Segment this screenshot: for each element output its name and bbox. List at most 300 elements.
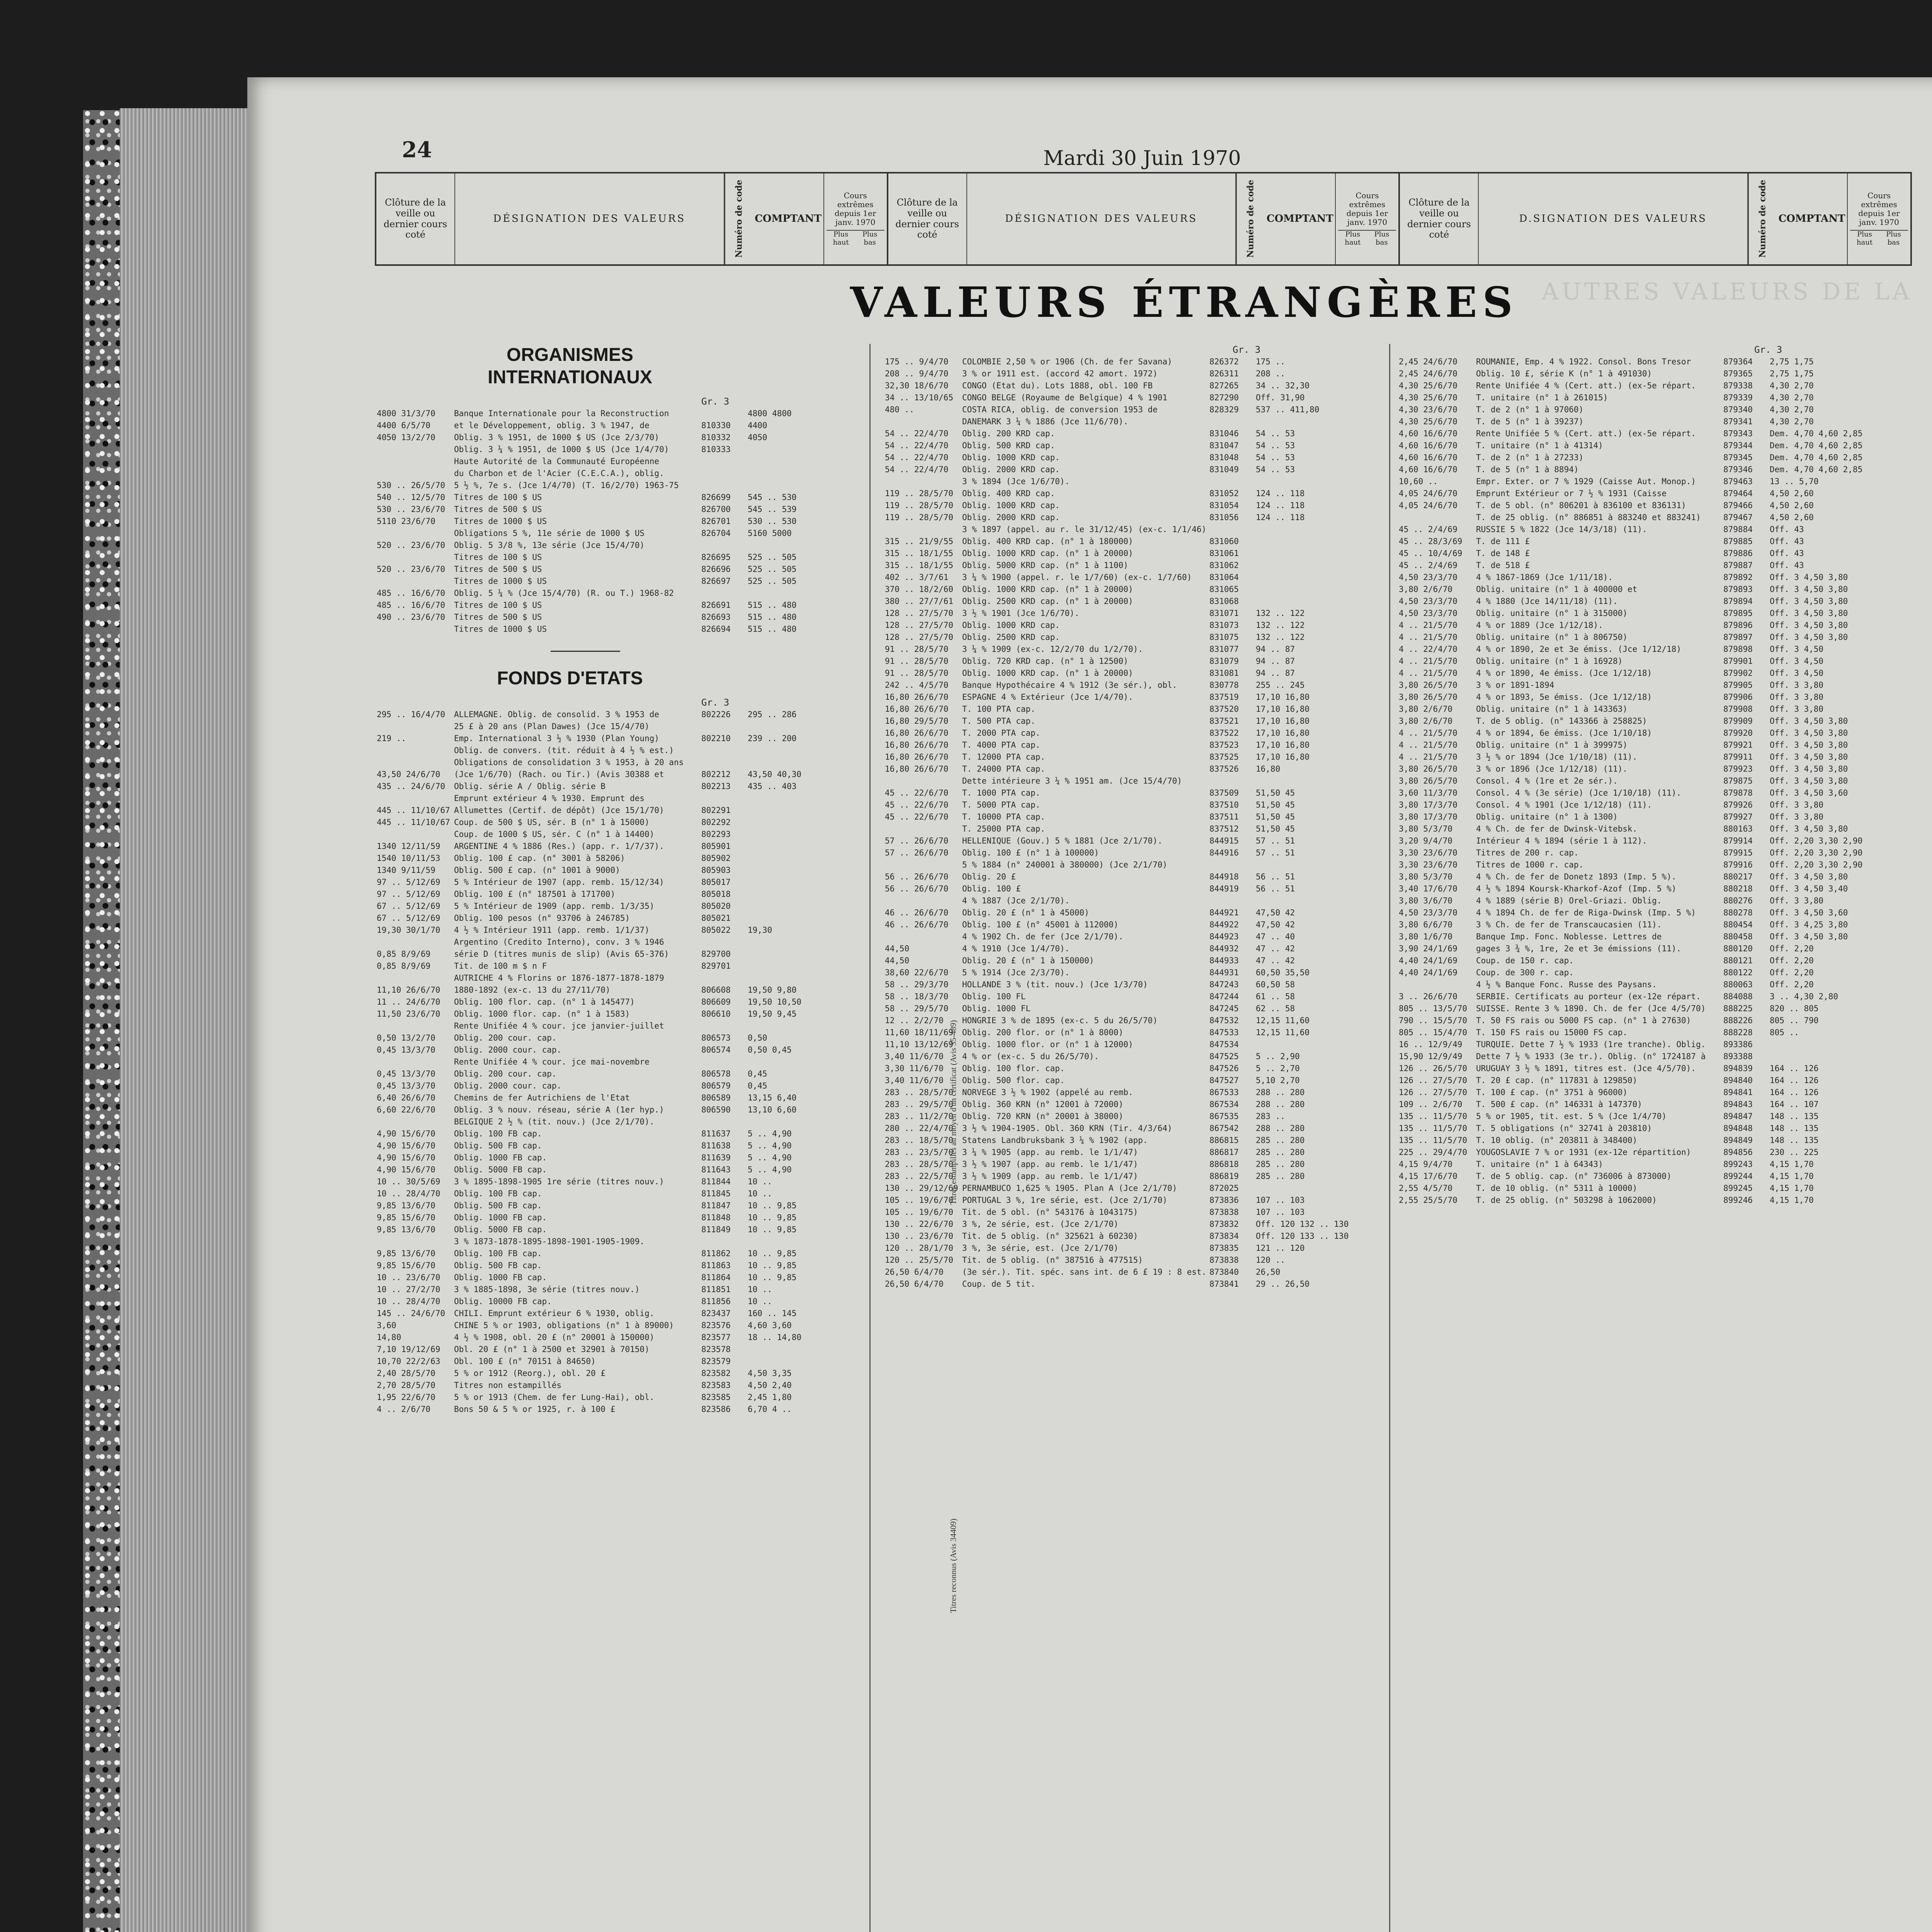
row-code: 879346 (1723, 465, 1753, 474)
row-cours: 5 .. 2,90 (1256, 1052, 1300, 1061)
row-close: 445 .. 11/10/67 (377, 818, 450, 827)
row-designation: T. 1000 PTA cap. (962, 788, 1041, 798)
listing-row (377, 420, 852, 432)
row-close: 3,30 23/6/70 (1399, 860, 1458, 869)
row-cours: Off. 2,20 3,30 2,90 (1770, 848, 1863, 857)
row-code: 879463 (1723, 477, 1753, 486)
row-close: 3,80 3/6/70 (1399, 896, 1453, 905)
row-close: 16,80 26/6/70 (885, 704, 949, 714)
row-designation: Titres de 100 $ US (454, 553, 542, 562)
row-code: 831071 (1209, 609, 1239, 618)
row-designation: ROUMANIE, Emp. 4 % 1922. Consol. Bons Tresor (1476, 357, 1691, 366)
listing-row (1399, 536, 1909, 548)
row-code: 873832 (1209, 1219, 1239, 1229)
row-code: 837521 (1209, 716, 1239, 726)
listing-row (1399, 907, 1909, 919)
row-code: 831047 (1209, 441, 1239, 450)
listing-row (377, 1044, 852, 1056)
row-code: 823579 (701, 1357, 731, 1366)
listing-row (377, 1296, 852, 1308)
row-designation: Oblig. 20 £ (n° 1 à 45000) (962, 908, 1089, 917)
row-designation: Titres de 1000 $ US (454, 577, 547, 586)
row-cours: Off. 3 3,80 (1770, 812, 1824, 821)
listing-row (1399, 967, 1909, 979)
listing-row (377, 984, 852, 996)
listing-row (1399, 655, 1909, 667)
row-code: 873838 (1209, 1208, 1239, 1217)
row-designation: Oblig. unitaire (n° 1 à 400000 et (1476, 585, 1638, 594)
row-code: 837520 (1209, 704, 1239, 714)
row-close: 283 .. 29/5/70 (885, 1100, 954, 1109)
row-code: 844918 (1209, 872, 1239, 881)
row-close: 16,80 26/6/70 (885, 692, 949, 702)
listing-row (885, 1242, 1383, 1254)
row-designation: 3 % or 1911 est. (accord 42 amort. 1972) (962, 369, 1158, 378)
row-designation: T. de 148 £ (1476, 549, 1530, 558)
row-code: 826372 (1209, 357, 1239, 366)
row-code: 837510 (1209, 800, 1239, 810)
row-close: 38,60 22/6/70 (885, 968, 949, 977)
row-cours: 164 .. 107 (1770, 1100, 1819, 1109)
row-close: 4,60 16/6/70 (1399, 465, 1458, 474)
row-designation: Oblig. 5000 FB cap. (454, 1225, 547, 1234)
row-code: 880120 (1723, 944, 1753, 953)
row-code: 879338 (1723, 381, 1753, 390)
listing-row (885, 775, 1383, 787)
listing-row (377, 1008, 852, 1020)
row-cours: 4,50 2,60 (1770, 501, 1814, 510)
row-cours: 47 .. 42 (1256, 956, 1295, 965)
listing-row (377, 432, 852, 444)
row-close: 54 .. 22/4/70 (885, 465, 949, 474)
row-close: 4,50 23/3/70 (1399, 908, 1458, 917)
row-designation: Oblig. unitaire (n° 1 à 143363) (1476, 704, 1628, 714)
row-cours: Off. 2,20 (1770, 968, 1814, 977)
row-designation: (Jce 1/6/70) (Rach. ou Tir.) (Avis 30388 et (454, 770, 664, 779)
row-designation: HOLLANDE 3 % (tit. nouv.) (Jce 1/3/70) (962, 980, 1148, 989)
row-designation: T. de 10 oblig. (n° 5311 à 10000) (1476, 1184, 1638, 1193)
row-close: 3,80 17/3/70 (1399, 812, 1458, 821)
row-code: 811849 (701, 1225, 731, 1234)
row-code: 873835 (1209, 1243, 1239, 1253)
row-cours: 148 .. 135 (1770, 1112, 1819, 1121)
row-designation: Argentino (Credito Interno), conv. 3 % 1946 (454, 937, 664, 947)
row-close: 128 .. 27/5/70 (885, 621, 954, 630)
row-close: 1,95 22/6/70 (377, 1393, 435, 1402)
row-code: 899245 (1723, 1184, 1753, 1193)
row-designation: Oblig. 100 £ (962, 884, 1021, 893)
row-cours: Off. 2,20 3,30 2,90 (1770, 860, 1863, 869)
row-close: 46 .. 26/6/70 (885, 908, 949, 917)
listing-row (377, 876, 852, 888)
listing-row (885, 835, 1383, 847)
row-designation: Titres non estampillés (454, 1381, 562, 1390)
row-cours: 164 .. 126 (1770, 1088, 1819, 1097)
row-code: 826700 (701, 505, 731, 514)
row-code: 879464 (1723, 489, 1753, 498)
row-close: 54 .. 22/4/70 (885, 441, 949, 450)
row-code: 811847 (701, 1201, 731, 1210)
row-close: 58 .. 18/3/70 (885, 992, 949, 1001)
row-designation: HELLENIQUE (Gouv.) 5 % 1881 (Jce 2/1/70). (962, 836, 1163, 845)
listing-row (377, 864, 852, 876)
listing-row (1399, 727, 1909, 739)
row-code: 888225 (1723, 1004, 1753, 1013)
listing-row (1399, 368, 1909, 380)
row-cours: 54 .. 53 (1256, 465, 1295, 474)
row-designation: Banque Hypothécaire 4 % 1912 (3e sér.), obl. (962, 680, 1177, 690)
row-code: 844923 (1209, 932, 1239, 941)
listing-row (1399, 619, 1909, 631)
row-designation: Tit. de 100 m $ n F (454, 961, 547, 971)
row-designation: T. 4000 PTA cap. (962, 740, 1041, 750)
row-close: 45 .. 28/3/69 (1399, 537, 1463, 546)
row-code: 894839 (1723, 1064, 1753, 1073)
listing-row (1399, 1075, 1909, 1087)
header-comptant: COMPTANT (753, 173, 824, 264)
row-designation: T. unitaire (n° 1 à 64343) (1476, 1160, 1603, 1169)
row-cours: 0,45 (748, 1081, 767, 1090)
row-close: 480 .. (885, 405, 914, 414)
row-cours: 47 .. 40 (1256, 932, 1295, 941)
listing-row (885, 1087, 1383, 1099)
listing-row (1399, 871, 1909, 883)
listing-row (377, 1272, 852, 1284)
row-cours: Off. 3 4,50 3,80 (1770, 824, 1848, 833)
row-cours: Off. 3 4,50 3,80 (1770, 776, 1848, 786)
row-close: 67 .. 5/12/69 (377, 901, 440, 911)
listing-row (885, 1170, 1383, 1182)
row-designation: BELGIQUE 2 ½ % (tit. nouv.) (Jce 2/1/70). (454, 1117, 655, 1126)
row-code: 879926 (1723, 800, 1753, 810)
group-label: Gr. 3 (701, 697, 730, 708)
row-designation: T. 2000 PTA cap. (962, 728, 1041, 738)
listing-row (1399, 392, 1909, 404)
row-designation: Oblig. 3 % 1951, de 1000 $ US (Jce 2/3/70) (454, 433, 660, 442)
column-2 (885, 344, 1383, 1932)
row-cours: Off. 3 4,50 3,80 (1770, 872, 1848, 881)
row-cours: 164 .. 126 (1770, 1064, 1819, 1073)
header-comptant: COMPTANT (1265, 173, 1336, 264)
row-designation: Oblig. 400 KRD cap. (n° 1 à 180000) (962, 537, 1133, 546)
row-cours: Off. 3 3,80 (1770, 680, 1824, 690)
row-designation: Emp. International 3 ½ % 1930 (Plan Young) (454, 734, 660, 743)
row-cours: 515 .. 480 (748, 612, 797, 622)
listing-row (885, 847, 1383, 859)
listing-row (377, 1236, 852, 1248)
row-close: 135 .. 11/5/70 (1399, 1136, 1468, 1145)
row-designation: T. de 518 £ (1476, 561, 1530, 570)
header-plus-bas: Plus bas (862, 230, 878, 247)
row-code: 879344 (1723, 441, 1753, 450)
row-cours: 4,30 2,70 (1770, 381, 1814, 390)
row-code: 880122 (1723, 968, 1753, 977)
row-code: 873841 (1209, 1279, 1239, 1289)
listing-row (377, 623, 852, 635)
row-designation: Oblig. 200 flor. or (n° 1 à 8000) (962, 1028, 1124, 1037)
row-code: 826696 (701, 565, 731, 574)
listing-row (1399, 440, 1909, 452)
listing-row (377, 793, 852, 804)
row-code: 879893 (1723, 585, 1753, 594)
listing-row (377, 527, 852, 539)
row-code: 844919 (1209, 884, 1239, 893)
row-close: 315 .. 18/1/55 (885, 561, 954, 570)
row-cours: 54 .. 53 (1256, 429, 1295, 438)
listing-row (1399, 607, 1909, 619)
listing-row (885, 524, 1383, 536)
row-cours: 2,75 1,75 (1770, 369, 1814, 378)
row-close: 145 .. 24/6/70 (377, 1309, 446, 1318)
listing-row (377, 1056, 852, 1068)
row-designation: Oblig. 100 £ (n° 187501 à 171700) (454, 889, 616, 899)
row-cours: Off. 3 4,50 3,80 (1770, 609, 1848, 618)
row-close: 2,40 28/5/70 (377, 1369, 435, 1378)
row-code: 806610 (701, 1009, 731, 1019)
row-cours: 545 .. 539 (748, 505, 797, 514)
row-designation: série D (titres munis de slip) (Avis 65-376) (454, 949, 669, 959)
row-close: 16,80 26/6/70 (885, 740, 949, 750)
listing-row (377, 1379, 852, 1391)
row-cours: Off. 43 (1770, 549, 1804, 558)
listing-organismes (377, 408, 852, 635)
listing-row (885, 452, 1383, 464)
row-close: 3,30 23/6/70 (1399, 848, 1458, 857)
listing-row (885, 667, 1383, 679)
row-close: 4,30 25/6/70 (1399, 417, 1458, 426)
row-close: 3,80 2/6/70 (1399, 704, 1453, 714)
row-cours: Off. 3 4,50 3,80 (1770, 621, 1848, 630)
row-close: 9,85 13/6/70 (377, 1249, 435, 1258)
row-close: 790 .. 15/5/70 (1399, 1016, 1468, 1025)
row-close: 280 .. 22/4/70 (885, 1124, 954, 1133)
listing-row (885, 500, 1383, 512)
row-designation: Empr. Exter. or 7 % 1929 (Caisse Aut. Monop.) (1476, 477, 1696, 486)
row-cours: 17,10 16,80 (1256, 704, 1310, 714)
row-cours: 285 .. 280 (1256, 1148, 1305, 1157)
row-cours: 525 .. 505 (748, 565, 797, 574)
row-designation: 4 % Ch. de fer de Dwinsk-Vitebsk. (1476, 824, 1638, 833)
row-designation: 4 ½ % Intérieur 1911 (app. remb. 1/1/37) (454, 925, 650, 935)
row-close: 130 .. 29/12/69 (885, 1184, 958, 1193)
listing-row (1399, 1170, 1909, 1182)
listing-row (1399, 787, 1909, 799)
page-date: Mardi 30 Juin 1970 (1043, 147, 1241, 170)
row-close: 2,45 24/6/70 (1399, 369, 1458, 378)
listing-row (1399, 416, 1909, 428)
row-designation: Haute Autorité de la Communauté Européenne (454, 457, 660, 466)
row-code: 847527 (1209, 1076, 1239, 1085)
row-code: 879875 (1723, 776, 1753, 786)
row-code: 847534 (1209, 1040, 1239, 1049)
row-cours: 10 .. 9,85 (748, 1249, 797, 1258)
row-code: 844933 (1209, 956, 1239, 965)
row-code: 844916 (1209, 848, 1239, 857)
listing-row (1399, 356, 1909, 368)
listing-row (1399, 703, 1909, 715)
row-code: 873834 (1209, 1231, 1239, 1241)
row-designation: Oblig. 5000 FB cap. (454, 1165, 547, 1174)
row-designation: T. 5000 PTA cap. (962, 800, 1041, 810)
row-code: 826704 (701, 529, 731, 538)
row-code: 805902 (701, 854, 731, 863)
row-cours: 19,50 10,50 (748, 997, 802, 1007)
row-designation: T. 5 obligations (n° 32741 à 203810) (1476, 1124, 1652, 1133)
row-cours: 60,50 58 (1256, 980, 1295, 989)
row-designation: NORVEGE 3 ½ % 1902 (appelé au remb. (962, 1088, 1133, 1097)
listing-row (1399, 739, 1909, 751)
row-code: 899243 (1723, 1160, 1753, 1169)
row-code: 811844 (701, 1177, 731, 1186)
row-code: 827265 (1209, 381, 1239, 390)
row-code: 879908 (1723, 704, 1753, 714)
row-designation: 5 % or 1913 (Chem. de fer Lung-Hai), obl. (454, 1393, 655, 1402)
row-designation: Oblig. unitaire (n° 1 à 399975) (1476, 740, 1628, 750)
row-close: 10 .. 28/4/70 (377, 1189, 440, 1198)
listing-row (885, 1122, 1383, 1134)
row-designation: Oblig. 5 3/8 %, 13e série (Jce 15/4/70) (454, 541, 645, 550)
row-cours: Dem. 4,70 4,60 2,85 (1770, 441, 1863, 450)
header-code: Numéro de code (724, 173, 753, 264)
row-designation: Banque Internationale pour la Reconstruction (454, 409, 669, 418)
row-code: 873836 (1209, 1196, 1239, 1205)
listing-row (885, 1254, 1383, 1266)
row-close: 58 .. 29/5/70 (885, 1004, 949, 1013)
header-close: Clôture de la veille ou dernier cours coté (1400, 173, 1479, 264)
listing-row (885, 595, 1383, 607)
row-code: 837525 (1209, 752, 1239, 762)
row-designation: 3 % 1885-1898, 3e série (titres nouv.) (454, 1285, 640, 1294)
row-cours: 17,10 16,80 (1256, 752, 1310, 762)
row-designation: Oblig. 500 KRD cap. (962, 441, 1055, 450)
row-cours: Off. 120 133 .. 130 (1256, 1231, 1349, 1241)
row-close: 97 .. 5/12/69 (377, 889, 440, 899)
listing-row (885, 919, 1383, 931)
row-cours: Dem. 4,70 4,60 2,85 (1770, 453, 1863, 462)
column-3 (1399, 344, 1909, 1932)
row-designation: RUSSIE 5 % 1822 (Jce 14/3/18) (11). (1476, 525, 1647, 534)
row-close: 3,80 26/5/70 (1399, 680, 1458, 690)
row-designation: Oblig. 1000 KRD cap. (n° 1 à 20000) (962, 585, 1133, 594)
row-designation: 4 % 1894 Ch. de fer de Riga-Dwinsk (Imp. 5 %) (1476, 908, 1696, 917)
row-code: 880217 (1723, 872, 1753, 881)
row-close: 0,45 13/3/70 (377, 1045, 435, 1054)
row-close: 4,15 9/4/70 (1399, 1160, 1453, 1169)
listing-row (377, 1224, 852, 1236)
row-close: 4,05 24/6/70 (1399, 489, 1458, 498)
row-code: 831054 (1209, 501, 1239, 510)
row-code: 867534 (1209, 1100, 1239, 1109)
row-close: 16,80 29/5/70 (885, 716, 949, 726)
row-designation: Oblig. unitaire (n° 1 à 315000) (1476, 609, 1628, 618)
vertical-note: Titres reconnus (Avis 34409) (949, 1519, 958, 1613)
listing-row (377, 480, 852, 492)
listing-row (1399, 1122, 1909, 1134)
row-cours: 805 .. 790 (1770, 1016, 1819, 1025)
row-cours: Off. 3 4,50 3,80 (1770, 585, 1848, 594)
row-code: 893388 (1723, 1052, 1753, 1061)
listing-row (377, 1140, 852, 1152)
row-code: 826311 (1209, 369, 1239, 378)
row-code: 880063 (1723, 980, 1753, 989)
row-cours: 51,50 45 (1256, 812, 1295, 821)
row-designation: SUISSE. Rente 3 % 1890. Ch. de fer (Jce 4/5/70) (1476, 1004, 1706, 1013)
row-code: 831068 (1209, 597, 1239, 606)
row-close: 490 .. 23/6/70 (377, 612, 446, 622)
row-code: 806608 (701, 985, 731, 995)
row-cours: 26,50 (1256, 1267, 1281, 1277)
row-designation: Oblig. unitaire (n° 1 à 1300) (1476, 812, 1618, 821)
row-code: 844932 (1209, 944, 1239, 953)
row-close: 135 .. 11/5/70 (1399, 1112, 1468, 1121)
row-cours: 43,50 40,30 (748, 770, 802, 779)
row-designation: Oblig. 1000 KRD cap. (962, 501, 1060, 510)
row-close: 0,45 13/3/70 (377, 1081, 435, 1090)
book-marbled-edge (83, 110, 120, 1932)
row-code: 831048 (1209, 453, 1239, 462)
row-cours: 530 .. 530 (748, 517, 797, 526)
row-cours: 4,30 2,70 (1770, 393, 1814, 402)
row-code: 811864 (701, 1273, 731, 1282)
row-close: 520 .. 23/6/70 (377, 565, 446, 574)
row-cours: 56 .. 51 (1256, 872, 1295, 881)
row-code: 806574 (701, 1045, 731, 1054)
row-close: 5110 23/6/70 (377, 517, 435, 526)
listing-row (885, 751, 1383, 763)
row-code: 879341 (1723, 417, 1753, 426)
row-code: 806579 (701, 1081, 731, 1090)
row-close: 283 .. 28/5/70 (885, 1088, 954, 1097)
row-code: 879466 (1723, 501, 1753, 510)
listing-row (377, 1104, 852, 1116)
row-close: 4,30 23/6/70 (1399, 405, 1458, 414)
row-code: 844921 (1209, 908, 1239, 917)
row-close: 4,15 17/6/70 (1399, 1172, 1458, 1181)
row-code: 880458 (1723, 932, 1753, 941)
row-cours: 4,15 1,70 (1770, 1184, 1814, 1193)
row-designation: 5 % 1884 (n° 240001 à 380000) (Jce 2/1/70) (962, 860, 1168, 869)
row-code: 879911 (1723, 752, 1753, 762)
header-close: Clôture de la veille ou dernier cours coté (888, 173, 967, 264)
row-cours: Off. 2,20 (1770, 956, 1814, 965)
row-cours: 51,50 45 (1256, 800, 1295, 810)
row-designation: DANEMARK 3 ¼ % 1886 (Jce 11/6/70). (962, 417, 1128, 426)
header-plus-bas: Plus bas (1374, 230, 1389, 247)
row-cours: 10 .. 9,85 (748, 1213, 797, 1222)
row-close: 2,70 28/5/70 (377, 1381, 435, 1390)
row-cours: 295 .. 286 (748, 710, 797, 719)
row-designation: Oblig. 2000 cour. cap. (454, 1045, 562, 1054)
row-designation: Oblig. 100 £ cap. (n° 3001 à 58206) (454, 854, 625, 863)
column-rule (869, 344, 871, 1932)
row-designation: T. 500 £ cap. (n° 146331 à 147370) (1476, 1100, 1642, 1109)
row-code: 880163 (1723, 824, 1753, 833)
row-designation: AUTRICHE 4 % Florins or 1876-1877-1878-1879 (454, 973, 664, 983)
row-cours: Off. 3 4,50 3,60 (1770, 788, 1848, 798)
row-designation: Oblig. 100 FB cap. (454, 1129, 542, 1138)
row-close: 4,50 23/3/70 (1399, 609, 1458, 618)
row-cours: 16,80 (1256, 764, 1281, 774)
row-cours: 51,50 45 (1256, 788, 1295, 798)
group-label: Gr. 3 (1233, 344, 1261, 355)
row-code: 811845 (701, 1189, 731, 1198)
row-code: 879892 (1723, 573, 1753, 582)
row-designation: 4 % 1880 (Jce 14/11/18) (11). (1476, 597, 1618, 606)
row-cours: 47 .. 42 (1256, 944, 1295, 953)
row-close: 283 .. 23/5/70 (885, 1148, 954, 1157)
row-close: 3,20 9/4/70 (1399, 836, 1453, 845)
row-code: 879894 (1723, 597, 1753, 606)
